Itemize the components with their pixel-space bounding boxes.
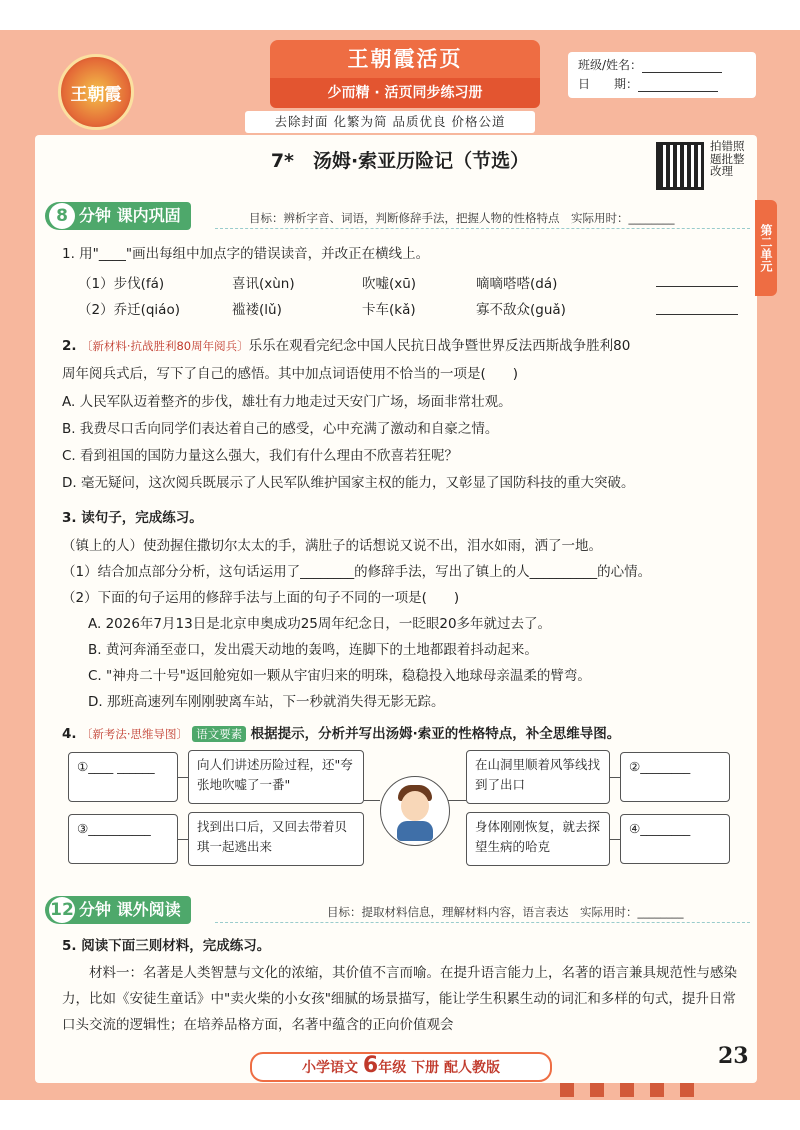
answer-box-1[interactable]: ①____ ______: [68, 752, 178, 802]
class-name-field[interactable]: [642, 60, 722, 73]
term: 下册: [411, 1060, 440, 1076]
q1-item: 褴褛(lǔ): [232, 302, 282, 318]
section-goal: 目标：辨析字音、词语，判断修辞手法，把握人物的性格特点 实际用时：________: [249, 211, 675, 225]
q1-item: （1）步伐(fá): [78, 276, 165, 292]
answer-box-4[interactable]: ④________: [620, 814, 730, 864]
q1-item: 喜讯(xùn): [232, 276, 295, 292]
method-tag: 〔新考法·思维导图〕: [80, 727, 188, 741]
brand-subtitle: 少而精 · 活页同步练习册: [270, 78, 540, 108]
connector-line: [448, 800, 466, 801]
option-b[interactable]: B. 黄河奔涌至壶口，发出震天动地的轰鸣，连脚下的土地都跟着抖动起来。: [88, 642, 538, 658]
sub-question-2: （2）下面的句子运用的修辞手法与上面的句子不同的一项是( ): [62, 590, 460, 606]
option-c[interactable]: C. "神舟二十号"返回舱宛如一颗从宇宙归来的明珠，稳稳投入地球母亲温柔的臂弯。: [88, 668, 591, 684]
question-1: [62, 244, 429, 264]
section-header-1: [45, 202, 750, 232]
answer-line[interactable]: [656, 286, 738, 287]
question-4: 4. 〔新考法·思维导图〕 语文要素 根据提示，分析并写出汤姆·索亚的性格特点，补全思维导图。: [62, 726, 621, 742]
minutes-label: 分钟: [79, 206, 112, 225]
divider: [215, 922, 750, 923]
slogan: 去除封面 化繁为简 品质优良 价格公道: [245, 111, 535, 133]
option-a[interactable]: A. 2026年7月13日是北京申奥成功25周年纪念日，一眨眼20多年就过去了。: [88, 616, 552, 632]
section-badge: [45, 896, 191, 924]
question-3: [62, 508, 752, 712]
decor-stripe: [680, 1083, 694, 1097]
option-d[interactable]: D. 那班高速列车刚刚驶离车站，下一秒就消失得无影无踪。: [88, 694, 445, 710]
minutes-label: 分钟: [79, 900, 112, 919]
divider: [215, 228, 750, 229]
connector-line: [364, 800, 380, 801]
connector-line: [178, 777, 188, 778]
hint-box-1: 向人们讲述历险过程，还"夸张地吹嘘了一番": [188, 750, 364, 804]
material-tag: 〔新材料·抗战胜利80周年阅兵〕: [80, 339, 249, 353]
qr-caption: 拍错照题批整改理: [710, 139, 745, 178]
lesson-title: 7* 汤姆·索亚历险记（节选）: [270, 150, 530, 172]
section-name: 课内巩固: [116, 206, 181, 225]
date-label: 日 期：: [578, 77, 639, 91]
question-stem: 3. 读句子，完成练习。: [62, 510, 203, 526]
hint-box-4: 身体刚刚恢复，就去探望生病的哈克: [466, 812, 610, 866]
q1-item: 寡不敌众(guǎ): [476, 302, 566, 318]
student-info-box: [568, 52, 756, 98]
answer-box-2[interactable]: ②________: [620, 752, 730, 802]
question-stem: 1. 用"____"画出每组中加点字的错误读音，并改正在横线上。: [62, 246, 430, 262]
section-header-2: [45, 896, 750, 926]
answer-line[interactable]: [656, 314, 738, 315]
class-label: 班级/姓名：: [578, 58, 643, 72]
brand-logo: 王朝霞: [58, 54, 134, 130]
section-goal: 目标：提取材料信息，理解材料内容，语言表达 实际用时：________: [327, 905, 684, 919]
hint-box-3: 找到出口后，又回去带着贝琪一起逃出来: [188, 812, 364, 866]
qr-code-icon[interactable]: [656, 142, 704, 190]
element-tag: 语文要素: [192, 726, 246, 742]
connector-line: [178, 839, 188, 840]
date-field[interactable]: [638, 79, 718, 92]
edition: 配人教版: [443, 1060, 500, 1076]
minutes-number: 12: [49, 897, 75, 923]
hint-box-2: 在山洞里顺着风筝线找到了出口: [466, 750, 610, 804]
q1-item: 嘀嘀嗒嗒(dá): [476, 276, 558, 292]
brand-banner: [270, 40, 540, 112]
q1-item: （2）乔迁(qiáo): [78, 302, 180, 318]
option-a[interactable]: A. 人民军队迈着整齐的步伐，雄壮有力地走过天安门广场，场面非常壮观。: [62, 394, 512, 410]
connector-line: [610, 777, 620, 778]
grade-label: 年级: [378, 1060, 407, 1076]
option-d[interactable]: D. 毫无疑问，这次阅兵既展示了人民军队维护国家主权的能力，又彰显了国防科技的重大突破。: [62, 475, 635, 491]
answer-box-3[interactable]: ③__________: [68, 814, 178, 864]
decor-stripe: [620, 1083, 634, 1097]
q1-item: 吹嘘(xū): [362, 276, 417, 292]
minutes-number: 8: [49, 203, 75, 229]
decor-stripe: [590, 1083, 604, 1097]
unit-tab: 第二单元: [755, 200, 777, 296]
question-stem-cont: 周年阅兵式后，写下了自己的感悟。其中加点词语使用不恰当的一项是( ): [62, 366, 519, 382]
tom-sawyer-portrait: [380, 776, 450, 846]
sub-question-1: （1）结合加点部分分析，这句话运用了________的修辞手法，写出了镇上的人__________的心情。: [62, 564, 652, 580]
grade-number: 6: [362, 1053, 379, 1078]
section-name: 课外阅读: [116, 900, 181, 919]
reading-material-1: 材料一：名著是人类智慧与文化的浓缩，其价值不言而喻。在提升语言能力上，名著的语言兼具规范性与感染力，比如《安徒生童话》中"卖火柴的小女孩"细腻的场景描写，能让学生积累生动的词汇和多样的句式，提升日常口头交流的逻辑性；在培养品格方面，名著中蕴含的正向价值观会: [62, 965, 737, 1033]
connector-line: [610, 839, 620, 840]
q1-item: 卡车(kǎ): [362, 302, 416, 318]
subject: 小学语文: [302, 1060, 359, 1076]
footer-banner: [250, 1052, 552, 1082]
decor-stripe: [650, 1083, 664, 1097]
quoted-sentence: （镇上的人）使劲握住撒切尔太太的手，满肚子的话想说又说不出，泪水如雨，洒了一地。: [62, 538, 602, 554]
option-c[interactable]: C. 看到祖国的国防力量这么强大，我们有什么理由不欣喜若狂呢？: [62, 448, 459, 464]
decor-stripe: [560, 1083, 574, 1097]
question-stem: 乐乐在观看完纪念中国人民抗日战争暨世界反法西斯战争胜利80: [248, 338, 631, 354]
section-badge: [45, 202, 191, 230]
question-2: 2. 〔新材料·抗战胜利80周年阅兵〕乐乐在观看完纪念中国人民抗日战争暨世界反法西斯战争胜利80 周年阅兵式后，写下了自己的感悟。其中加点词语使用不恰当的一项是( ) A. 人民军队迈着整齐的步伐，雄壮有力地走过天安门广场，场面非常壮观。 B. 我费尽口舌向同学们表达着自己的感受，心中充满了激动和自豪之情。 C. 看到祖国的国防力量这么强大，我们有什么理由不欣喜若狂呢？ D. 毫无疑问，这次阅兵既展示了人民军队维护国家主权的能力，又彰显了国防科技的重大突破。: [62, 336, 752, 493]
question-stem: 根据提示，分析并写出汤姆·索亚的性格特点，补全思维导图。: [250, 726, 621, 742]
page-number: 23: [718, 1043, 749, 1069]
question-5: 5. 阅读下面三则材料，完成练习。: [62, 938, 271, 954]
option-b[interactable]: B. 我费尽口舌向同学们表达着自己的感受，心中充满了激动和自豪之情。: [62, 421, 499, 437]
brand-title: 王朝霞活页: [270, 40, 540, 78]
